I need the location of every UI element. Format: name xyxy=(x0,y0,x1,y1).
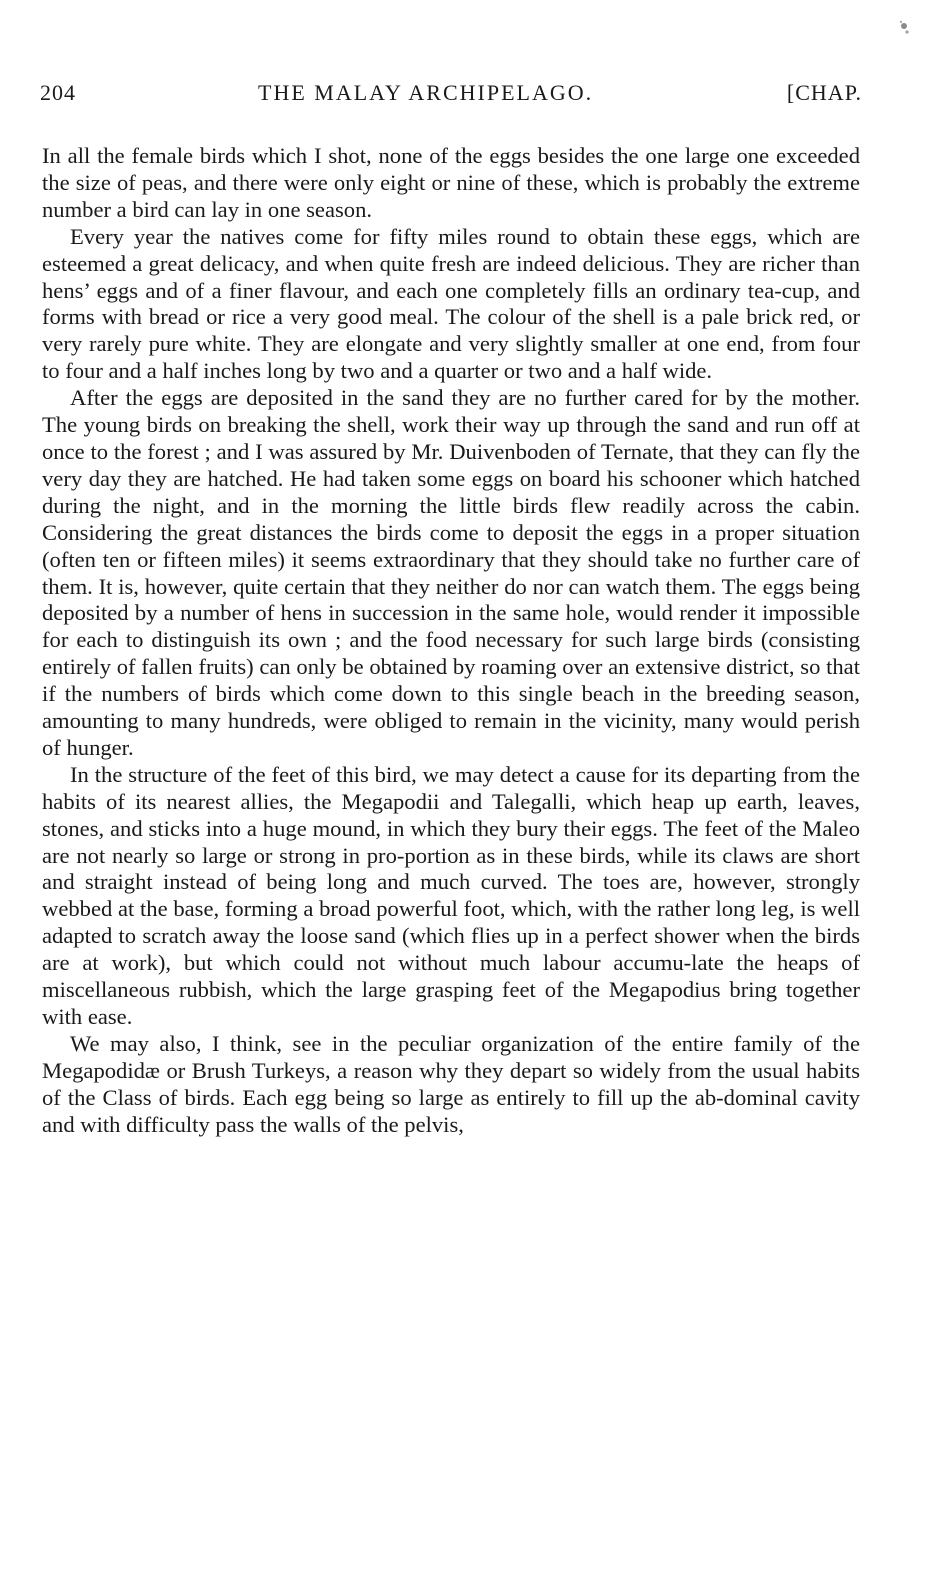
paragraph-2: Every year the natives come for fifty miles round to obtain these eggs, which are esteemed a great delicacy, and when quite fresh are indeed delicious. They are richer than hens’ eggs and of a finer flavour, and each one completely fills an ordinary tea-cup, and forms with bread or rice a very good meal. The colour of the shell is a pale brick red, or very rarely pure white. They are elongate and very slightly smaller at one end, from four to four and a half inches long by two and a quarter or two and a half wide. xyxy=(42,223,860,384)
paragraph-3: After the eggs are deposited in the sand they are no further cared for by the mother. The young birds on breaking the shell, work their way up through the sand and run off at once to the forest ; and I was assured by Mr. Duivenboden of Ternate, that they can fly the very day they are hatched. He had taken some eggs on board his schooner which hatched during the night, and in the morning the little birds flew readily across the cabin. Considering the great distances the birds come to deposit the eggs in a proper situation (often ten or fifteen miles) it seems extraordinary that they should take no further care of them. It is, however, quite certain that they neither do nor can watch them. The eggs being deposited by a number of hens in succession in the same hole, would render it impossible for each to distinguish its own ; and the food necessary for such large birds (consisting entirely of fallen fruits) can only be obtained by roaming over an extensive district, so that if the numbers of birds which come down to this single beach in the breeding season, amounting to many hundreds, were obliged to remain in the vicinity, many would perish of hunger. xyxy=(42,385,860,760)
paragraph-4: In the structure of the feet of this bird, we may detect a cause for its departing from the habits of its nearest allies, the Megapodii and Talegalli, which heap up earth, leaves, stones, and sticks into a huge mound, in which they bury their eggs. The feet of the Maleo are not nearly so large or strong in pro-portion as in these birds, while its claws are short and straight instead of being long and much curved. The toes are, however, strongly webbed at the base, forming a broad powerful foot, which, with the rather long leg, is well adapted to scratch away the loose sand (which flies up in a perfect shower when the birds are at work), but which could not without much labour accumu-late the heaps of miscellaneous rubbish, which the large grasping feet of the Megapodius bring together with ease. xyxy=(42,761,860,1029)
running-title: THE MALAY ARCHIPELAGO. xyxy=(258,80,594,105)
page-number: 204 xyxy=(40,80,76,105)
body-text xyxy=(42,143,860,1139)
chapter-marker: [CHAP. xyxy=(786,80,862,105)
paragraph-5: We may also, I think, see in the peculiar organization of the entire family of the Megapodidæ or Brush Turkeys, a reason why they depart so widely from the usual habits of the Class of birds. Each egg being so large as entirely to fill up the ab-dominal cavity and with difficulty pass the walls of the pelvis, xyxy=(42,1030,860,1137)
page-header xyxy=(40,80,862,114)
ink-speck xyxy=(896,16,912,38)
paragraph-1: In all the female birds which I shot, none of the eggs besides the one large one exceeded the size of peas, and there were only eight or nine of these, which is probably the extreme number a bird can lay in one season. xyxy=(42,143,860,222)
